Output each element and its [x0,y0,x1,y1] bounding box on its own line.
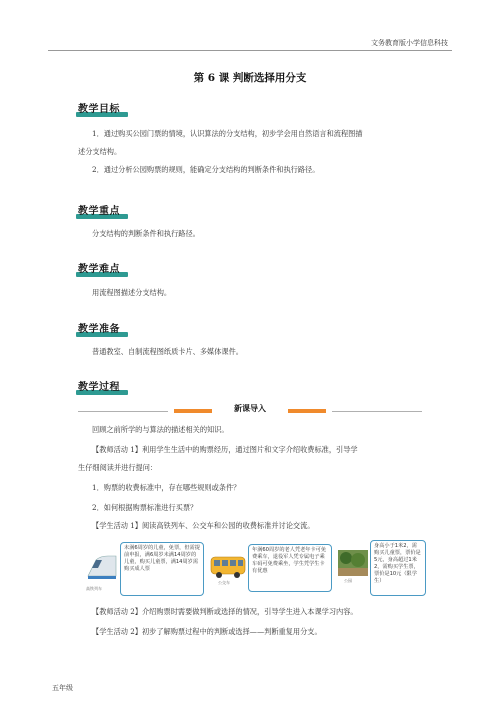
heading-text: 教学重点 [78,206,120,217]
heading-text: 教学过程 [78,382,120,393]
bus-tag: 公交车 [218,580,230,585]
park-icon [338,550,368,576]
process-line-5: 2．如何根据购票标准进行买票？ [92,503,198,512]
park-tag: 公园 [344,578,352,583]
preparation-text: 普通教室、自制流程图纸质卡片、多媒体课件。 [92,347,243,356]
process-line-6: 【学生活动 1】阅读高铁列车、公交车和公园的收费标准并讨论交流。 [92,521,315,530]
divider-accent-right [288,409,326,413]
section-heading-difficulties [78,260,120,275]
goal-line-2: 述分支结构。 [78,147,122,156]
bus-fare-card: 年满60周岁的老人凭老年卡可免费乘车，退役军人凭专属电子乘车码可免费乘坐，学生凭学生卡有优惠 [248,544,332,592]
grade-footer: 五年级 [52,684,73,692]
park-fare-card: 身高小于1米2，需购买儿童票，票价是5元，身高超过1米2，需购买学生票，票价是10元（限学生） [370,540,426,596]
train-tag: 高铁列车 [86,586,102,591]
subsection-title: 新课导入 [234,404,266,413]
train-fare-card: 未满6周岁的儿童，免票，但需提前申报，满6周岁未满14周岁的儿童，购买儿童票，满14周岁需购买成人票 [120,542,204,596]
process-line-2: 【教师活动 1】利用学生生活中的购票经历，通过图片和文字介绍收费标准，引导学 [92,445,358,454]
process-line-3: 生仔细阅读并进行提问： [78,463,158,472]
process-line-1: 回顾之前所学的与算法的描述相关的知识。 [92,425,229,434]
heading-text: 教学目标 [78,104,120,115]
section-heading-process [78,378,120,393]
process-line-8: 【学生活动 2】初步了解购票过程中的判断或选择——判断重复用分支。 [92,627,322,636]
key-points-text: 分支结构的判断条件和执行路径。 [92,229,200,238]
goal-line-1: 1．通过购买公园门票的情境，认识算法的分支结构，初步学会用自然语言和流程图描 [92,129,363,138]
high-speed-train-icon [86,552,118,586]
lesson-title: 第 6 课 判断选择用分支 [193,72,307,84]
heading-text: 教学准备 [78,324,120,335]
process-line-4: 1．购票的收费标准中，存在哪些规则或条件？ [92,483,241,492]
section-heading-preparation [78,320,120,335]
section-heading-goals [78,100,120,115]
publisher-header: 文务教育版小学信息科技 [371,39,448,47]
section-heading-key-points [78,202,120,217]
heading-text: 教学难点 [78,264,120,275]
bus-icon [210,554,246,580]
goal-line-3: 2．通过分析公园购票的规则，能确定分支结构的判断条件和执行路径。 [92,165,320,174]
header-divider [48,50,452,51]
divider-line-right [332,411,422,412]
difficulties-text: 用流程图描述分支结构。 [92,288,172,297]
fare-figures [86,540,426,596]
subsection-divider [78,403,422,417]
process-line-7: 【教师活动 2】介绍购票时需要做判断或选择的情况，引导学生进入本课学习内容。 [92,607,358,616]
